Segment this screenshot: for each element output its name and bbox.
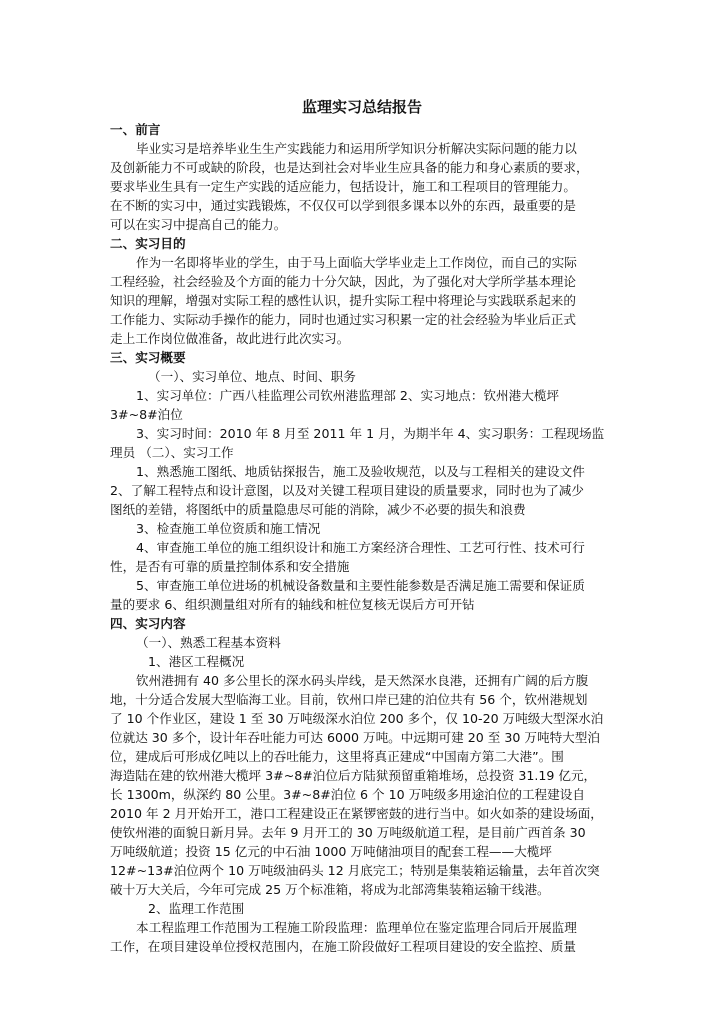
- paragraph-line: 在不断的实习中，通过实践锻炼，不仅仅可以学到很多课本以外的东西，最重要的是: [110, 198, 576, 213]
- paragraph-line: 万吨级航道；投资 15 亿元的中石油 1000 万吨储油项目的配套工程——大榄坪: [110, 844, 552, 859]
- paragraph-line: 海造陆在建的钦州港大榄坪 3#~8#泊位后方陆狱预留重箱堆场，总投资 31.19 亿元，: [110, 768, 597, 783]
- paragraph-line: 地，十分适合发展大型临海工业。目前，钦州口岸已建的泊位共有 56 个，钦州港规划: [110, 692, 588, 707]
- paragraph-line: 1、熟悉施工图纸、地质钻探报告，施工及验收规范，以及与工程相关的建设文件: [136, 464, 585, 479]
- paragraph-line: 理员 （二）、实习工作: [110, 445, 234, 460]
- section-heading-overview: 三、实习概要: [110, 350, 186, 365]
- paragraph-line: 走上工作岗位做准备，故此进行此次实习。: [110, 331, 350, 346]
- paragraph-line: 了 10 个作业区，建设 1 至 30 万吨级深水泊位 200 多个，仅 10-20 万吨级大型深水泊: [110, 711, 604, 726]
- subsection-heading: （一）、熟悉工程基本资料: [136, 635, 281, 650]
- paragraph-line: 使钦州港的面貌日新月异。去年 9 月开工的 30 万吨级航道工程，是目前广西首条 30: [110, 825, 586, 840]
- paragraph-line: 长 1300m，纵深约 80 公里。3#~8#泊位 6 个 10 万吨级多用途泊位的工程建设自: [110, 787, 585, 802]
- paragraph-line: 可以在实习中提高自己的能力。: [110, 217, 287, 232]
- paragraph-line: 及创新能力不可或缺的阶段，也是达到社会对毕业生应具备的能力和身心素质的要求，: [110, 160, 589, 175]
- paragraph-line: 位就达 30 多个，设计年吞吐能力可达 6000 万吨。中远期可建 20 至 30 万吨特大型泊: [110, 730, 600, 745]
- paragraph-line: 1、实习单位：广西八桂监理公司钦州港监理部 2、实习地点：钦州港大榄坪: [136, 388, 560, 403]
- paragraph-line: 2、了解工程特点和设计意图，以及对关键工程项目建设的质量要求，同时也为了减少: [110, 483, 584, 498]
- paragraph-line: 3#~8#泊位: [110, 407, 183, 422]
- section-heading-preface: 一、前言: [110, 122, 161, 137]
- report-title: 监理实习总结报告: [301, 98, 422, 116]
- paragraph-line: 3、检查施工单位资质和施工情况: [136, 521, 321, 536]
- paragraph-line: 位，建成后可形成亿吨以上的吞吐能力，这里将真正建成“中国南方第二大港”。围: [110, 749, 564, 764]
- paragraph-line: 工作，在项目建设单位授权范围内，在施工阶段做好工程项目建设的安全监控、质量: [110, 939, 576, 954]
- paragraph-line: 本工程监理工作范围为工程施工阶段监理：监理单位在鉴定监理合同后开展监理: [136, 920, 577, 935]
- subsection-heading: 1、港区工程概况: [148, 654, 245, 669]
- paragraph-line: 2010 年 2 月开始开工，港口工程建设正在紧锣密鼓的进行当中。如火如荼的建设场面，: [110, 806, 603, 821]
- paragraph-line: 知识的理解，增强对实际工程的感性认识，提升实际工程中将理论与实践联系起来的: [110, 293, 576, 308]
- paragraph-line: 4、审查施工单位的施工组织设计和施工方案经济合理性、工艺可行性、技术可行: [136, 540, 585, 555]
- paragraph-line: 量的要求 6、组织测量组对所有的轴线和桩位复核无误后方可开钻: [110, 597, 475, 612]
- paragraph-line: 性，是否有可靠的质量控制体系和安全措施: [110, 559, 350, 574]
- paragraph-line: 12#~13#泊位两个 10 万吨级油码头 12 月底完工；特别是集装箱运输量，去年首次突: [110, 863, 600, 878]
- subsection-heading: （一）、实习单位、地点、时间、职务: [148, 369, 356, 384]
- section-heading-purpose: 二、实习目的: [110, 236, 186, 251]
- subsection-heading: 2、监理工作范围: [148, 901, 245, 916]
- paragraph-line: 毕业实习是培养毕业生生产实践能力和运用所学知识分析解决实际问题的能力以: [136, 141, 577, 156]
- paragraph-line: 要求毕业生具有一定生产实践的适应能力，包括设计，施工和工程项目的管理能力。: [110, 179, 576, 194]
- paragraph-line: 3、实习时间：2010 年 8 月至 2011 年 1 月，为期半年 4、实习职务：工程现场监: [136, 426, 605, 441]
- paragraph-line: 图纸的差错，将图纸中的质量隐患尽可能的消除，减少不必要的损失和浪费: [110, 502, 526, 517]
- paragraph-line: 破十万大关后，今年可完成 25 万个标准箱，将成为北部湾集装箱运输干线港。: [110, 882, 550, 897]
- section-heading-content: 四、实习内容: [110, 616, 186, 631]
- paragraph-line: 作为一名即将毕业的学生，由于马上面临大学毕业走上工作岗位，而自己的实际: [136, 255, 577, 270]
- paragraph-line: 工程经验，社会经验及个方面的能力十分欠缺，因此，为了强化对大学所学基本理论: [110, 274, 576, 289]
- paragraph-line: 5、审查施工单位进场的机械设备数量和主要性能参数是否满足施工需要和保证质: [136, 578, 585, 593]
- paragraph-line: 钦州港拥有 40 多公里长的深水码头岸线，是天然深水良港，还拥有广阔的后方腹: [136, 673, 589, 688]
- paragraph-line: 工作能力、实际动手操作的能力，同时也通过实习积累一定的社会经验为毕业后正式: [110, 312, 576, 327]
